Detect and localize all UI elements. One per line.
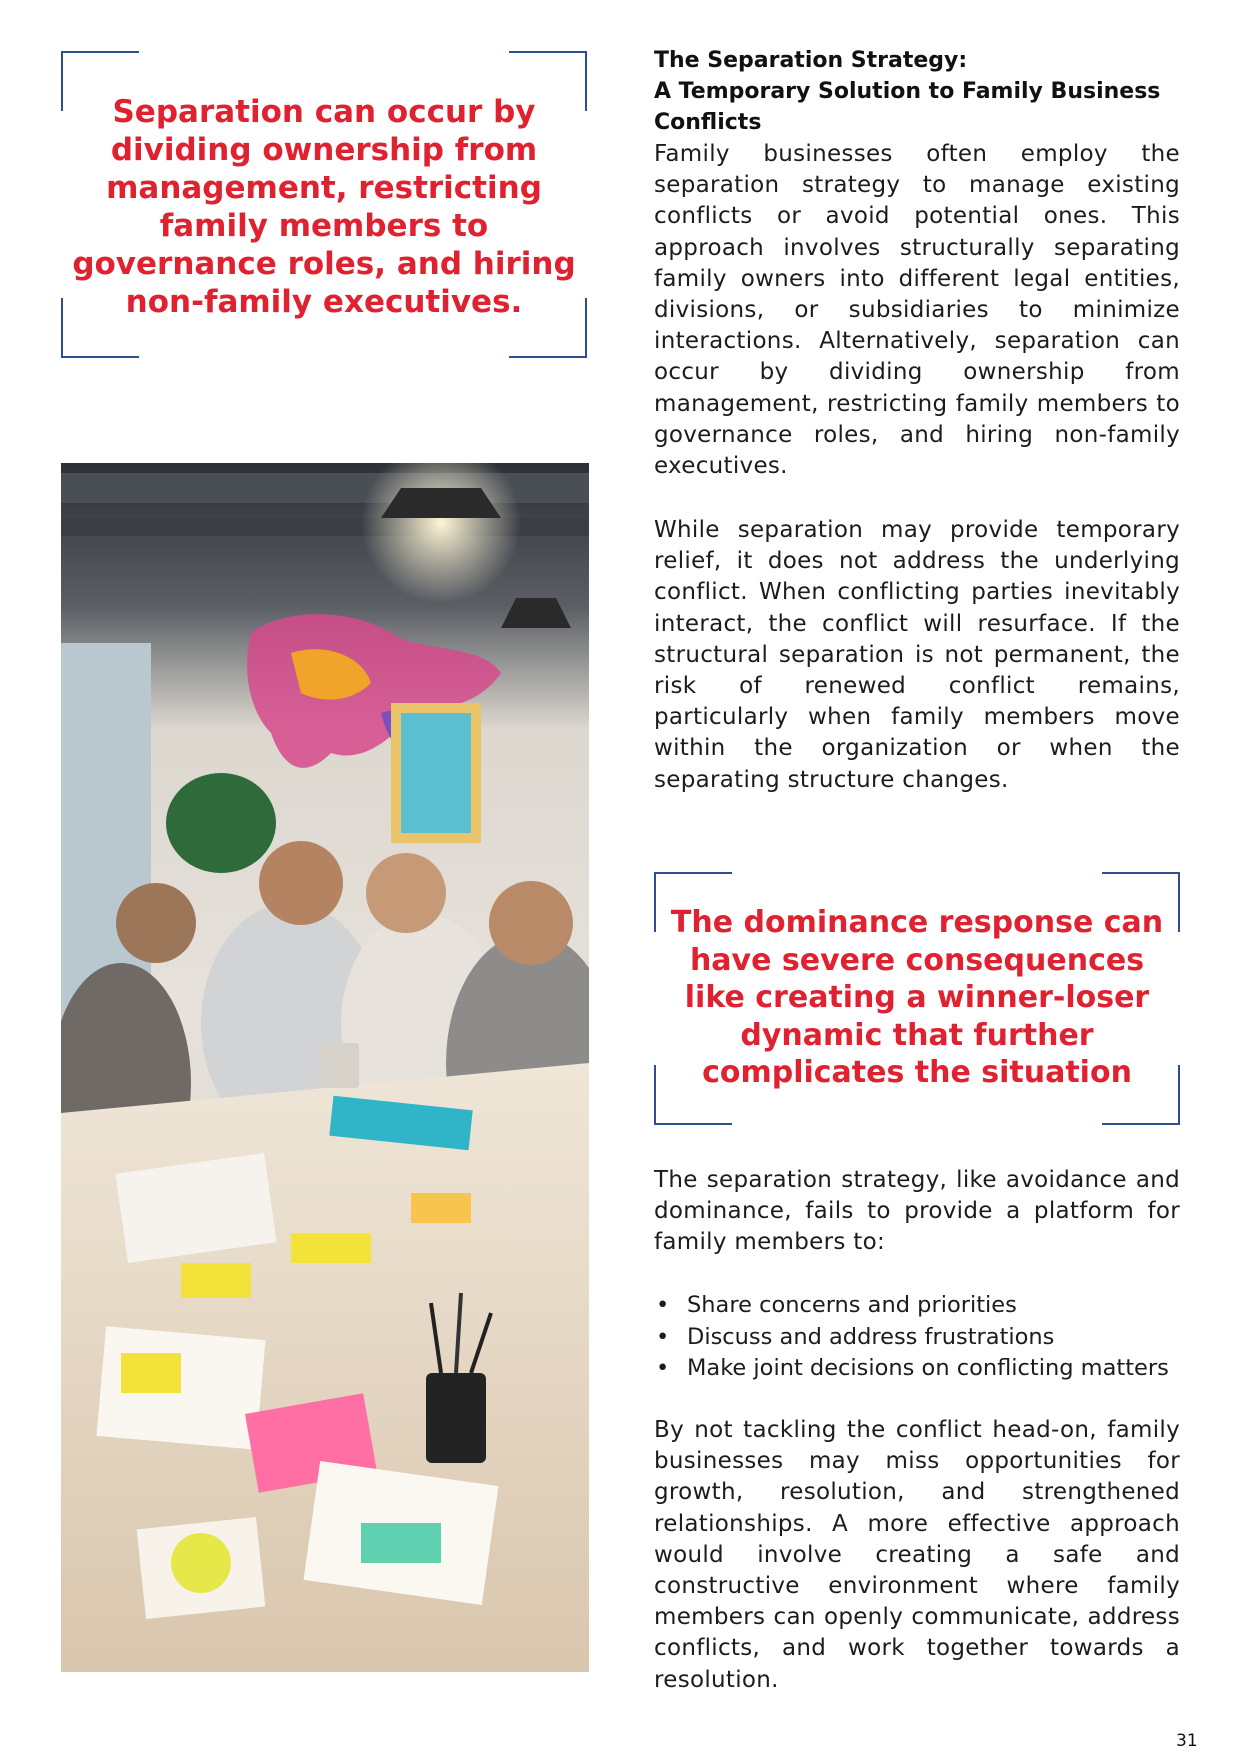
page-number: 31 [1176,1731,1198,1751]
bullet-marker: • [656,1292,670,1318]
bullet-marker: • [656,1355,670,1381]
list-item: • Share concerns and priorities [654,1290,1180,1322]
pull-quote-middle [654,872,1180,1125]
pull-quote-top [61,51,587,358]
pull-quote-text: The dominance response can have severe consequences like creating a winner-loser dynamic that further complicates the situation [670,905,1164,1090]
pull-quote-text: Separation can occur by dividing ownership from management, restricting family members to governance roles, and hiring non-family executives. [72,94,576,320]
list-item: • Make joint decisions on conflicting matters [654,1353,1180,1385]
heading-line-1: The Separation Strategy: [654,48,968,73]
bullet-marker: • [656,1323,670,1350]
paragraph-4: By not tackling the conflict head-on, family businesses may miss opportunities for growth, resolution, and strengthened relationships. A more effective approach would involve creating a safe and constructive environment where family members can openly communicate, address conflicts, and work together towards a resolution. [654,1417,1180,1693]
paragraph-1: Family businesses often employ the separation strategy to manage existing conflicts or avoid potential ones. This approach involves structurally separating family owners into different legal entities, divisions, or subsidiaries to minimize interactions. Alternatively, separation can occur by dividing ownership from management, restricting family members to governance roles, and hiring non-family executives. [654,141,1180,480]
heading-line-2: A Temporary Solution to Family Business Conflicts [654,79,1161,135]
bullet-list [654,1290,1180,1385]
team-workshop-photo [61,463,589,1672]
paragraph-2: While separation may provide temporary relief, it does not address the underlying conflict. When conflicting parties inevitably interact, the conflict will resurface. If the structural separation is not permanent, the risk of renewed conflict remains, particularly when family members move within the organization or when the separating structure changes. [654,517,1180,793]
section-heading [654,45,1180,138]
list-item: • Discuss and address frustrations [654,1322,1180,1354]
paragraph-3: The separation strategy, like avoidance and dominance, fails to provide a platform for family members to: [654,1167,1180,1256]
